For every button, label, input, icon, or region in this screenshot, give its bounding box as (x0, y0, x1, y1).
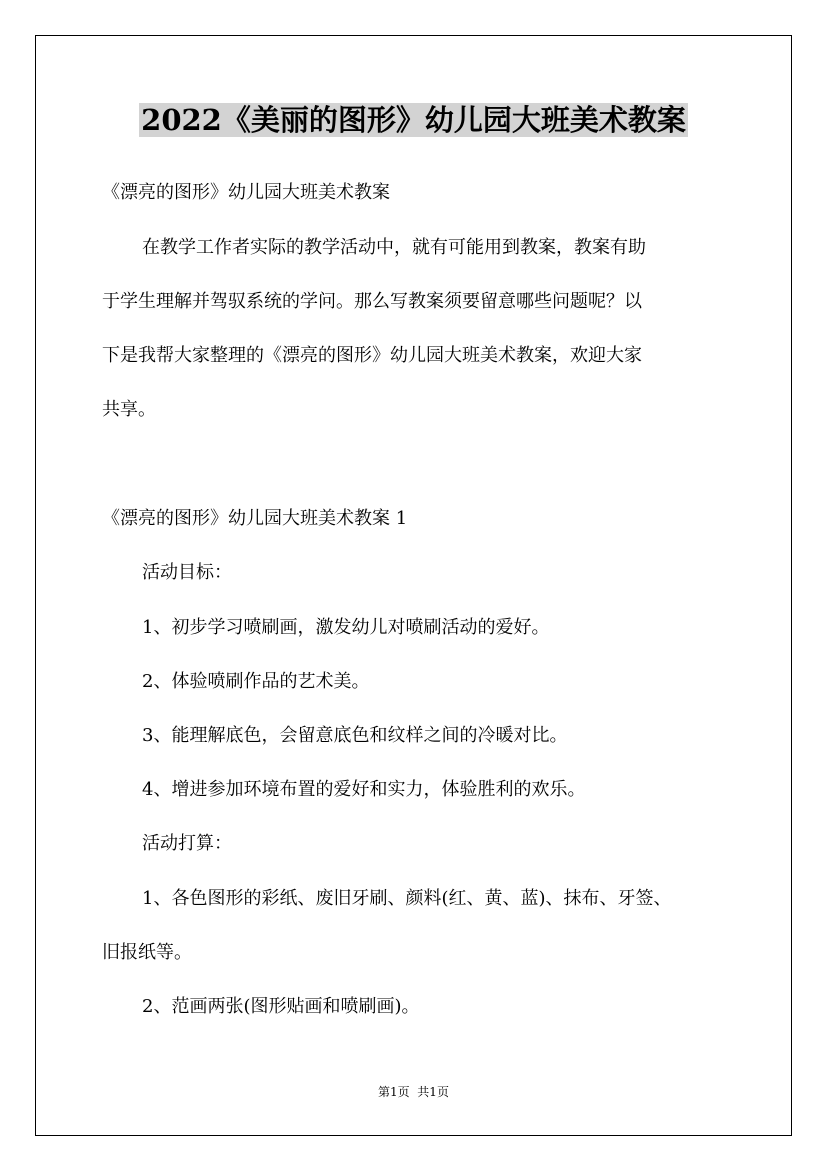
intro-line-4: 共享。 (102, 399, 156, 420)
document-subtitle: 《漂亮的图形》幼儿园大班美术教案 (102, 182, 390, 203)
intro-line-2: 于学生理解并驾驭系统的学问。那么写教案须要留意哪些问题呢？以 (102, 291, 642, 312)
page-footer (0, 1084, 827, 1100)
intro-line-3: 下是我帮大家整理的《漂亮的图形》幼儿园大班美术教案，欢迎大家 (102, 345, 642, 366)
goals-heading: 活动目标： (142, 562, 232, 583)
prep-heading: 活动打算： (142, 833, 232, 854)
page-number-info: 第1页 共1页 (378, 1085, 449, 1099)
prep-item-1: 1、各色图形的彩纸、废旧牙刷、颜料(红、黄、蓝)、抹布、牙签、 (142, 888, 672, 909)
goal-item-4: 4、增进参加环境布置的爱好和实力，体验胜利的欢乐。 (142, 779, 586, 800)
section-heading: 《漂亮的图形》幼儿园大班美术教案 1 (102, 508, 408, 529)
prep-item-2: 2、范画两张(图形贴画和喷刷画)。 (142, 996, 420, 1017)
goal-item-3: 3、能理解底色，会留意底色和纹样之间的冷暖对比。 (142, 725, 568, 746)
intro-line-1: 在教学工作者实际的教学活动中，就有可能用到教案，教案有助 (142, 237, 646, 258)
document-title-text: 2022《美丽的图形》幼儿园大班美术教案 (141, 103, 686, 137)
document-title (0, 98, 827, 142)
goal-item-2: 2、体验喷刷作品的艺术美。 (142, 671, 370, 692)
prep-item-1-continued: 旧报纸等。 (102, 942, 192, 963)
goal-item-1: 1、初步学习喷刷画，激发幼儿对喷刷活动的爱好。 (142, 617, 550, 638)
